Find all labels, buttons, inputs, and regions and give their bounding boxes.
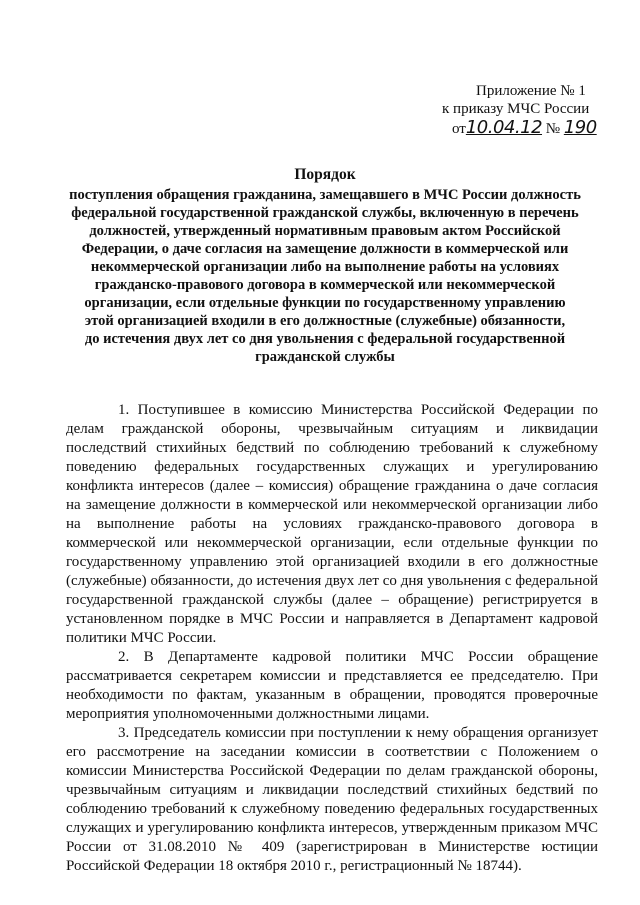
number-sign: №	[545, 121, 561, 137]
paragraph-2: 2. В Департаменте кадровой политики МЧС России обращение рассматривается секретарем комиссии и представляется ее председателю. При необходимости по фактам, указанным в обращении, проводятся проверочные мероприятия уполномоченными должностными лицами.	[66, 649, 598, 722]
document-title: Порядок	[294, 166, 356, 183]
paragraph-3: 3. Председатель комиссии при поступлении к нему обращения организует его рассмотрение на заседании комиссии в соответствии с Положением о комиссии Министерства Российской Федерации по делам гражданской обороны, чрезвычайным ситуациям и ликвидации последствий стихийных бедствий по соблюдению требований к служебному поведению федеральных государственных служащих и урегулированию конфликта интересов, утвержденным приказом МЧС России от 31.08.2010 № 409 (зарегистрирован в Министерстве юстиции Российской Федерации 18 октября 2010 г., регистрационный № 18744).	[66, 725, 598, 874]
subtitle-line: этой организацией входили в его должностные (служебные) обязанности,	[84, 313, 566, 329]
subtitle-line: федеральной государственной гражданской службы, включенную в перечень	[71, 205, 579, 221]
handwritten-date: 10.04.12	[465, 117, 543, 138]
subtitle-line: до истечения двух лет со дня увольнения с федеральной государственной	[84, 331, 566, 347]
subtitle-line: некоммерческой организации либо на выполнение работы на условиях	[90, 259, 560, 275]
document-subtitle	[60, 186, 590, 366]
subtitle-line: гражданской службы	[255, 349, 395, 365]
subtitle-line: поступления обращения гражданина, замещавшего в МЧС России должность	[69, 187, 581, 203]
handwritten-number: 190	[563, 117, 597, 138]
date-prefix: от	[452, 121, 466, 137]
order-reference: к приказу МЧС России	[442, 101, 590, 117]
appendix-number: Приложение № 1	[476, 83, 586, 99]
document-body	[66, 401, 598, 876]
subtitle-line: организации, если отдельные функции по государственному управлению	[84, 295, 566, 311]
paragraph-1: 1. Поступившее в комиссию Министерства Российской Федерации по делам гражданской обороны, чрезвычайным ситуациям и ликвидации последствий стихийных бедствий по соблюдению требований к служебному поведению федеральных государственных служащих и урегулированию конфликта интересов (далее – комиссия) обращение гражданина о даче согласия на замещение должности в коммерческой или некоммерческой организации либо на выполнение работы на условиях гражданско-правового договора в коммерческой или некоммерческой организации, если отдельные функции по государственному управлению этой организацией входили в его должностные (служебные) обязанности, до истечения двух лет со дня увольнения с федеральной государственной гражданской службы (далее – обращение) регистрируется в установленном порядке в МЧС России и направляется в Департамент кадровой политики МЧС России.	[66, 402, 598, 646]
subtitle-line: Федерации, о даче согласия на замещение должности в коммерческой или	[81, 241, 569, 257]
subtitle-line: должностей, утвержденный нормативным правовым актом Российской	[89, 223, 561, 239]
order-date-line	[452, 119, 597, 138]
subtitle-line: гражданско-правового договора в коммерческой или некоммерческой	[94, 277, 556, 293]
